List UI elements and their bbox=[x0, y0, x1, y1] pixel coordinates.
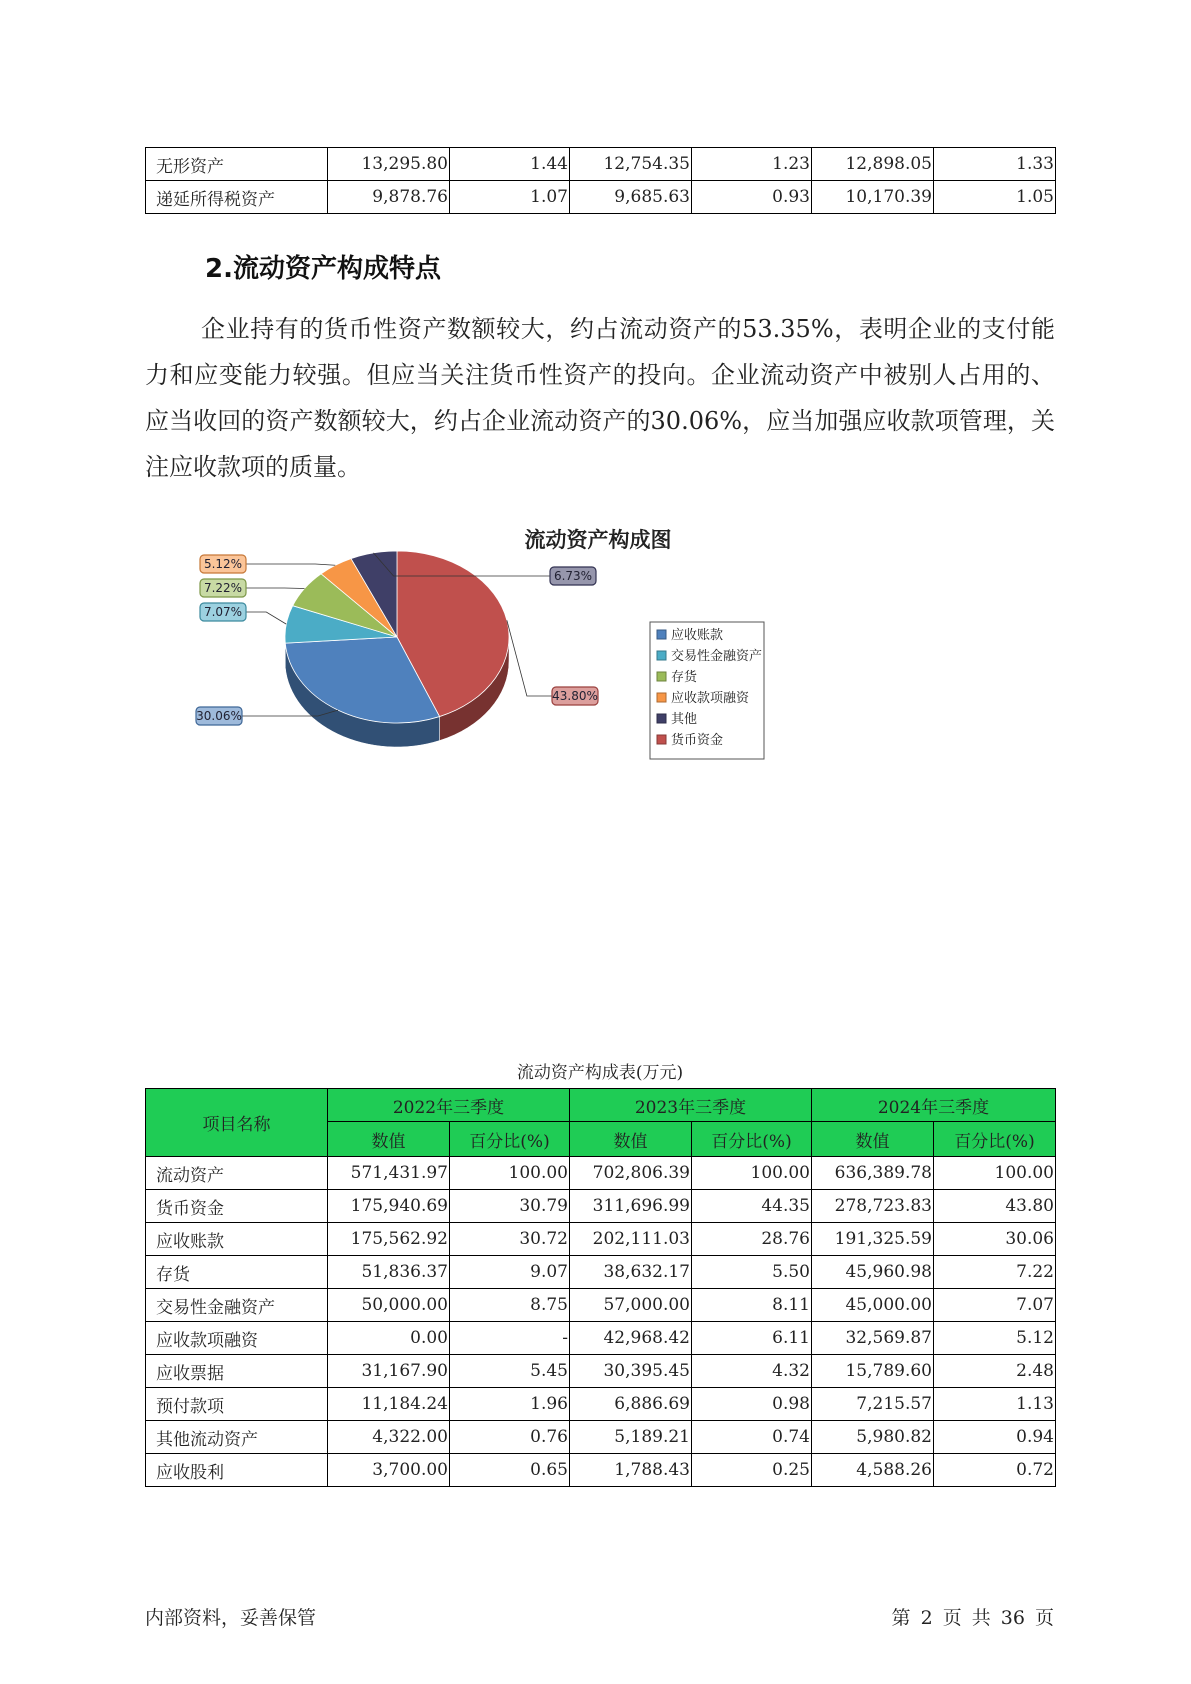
table-cell: 10,170.39 bbox=[812, 181, 934, 214]
row-label: 预付款项 bbox=[146, 1388, 328, 1421]
row-label: 应收股利 bbox=[146, 1454, 328, 1487]
table-cell: 2.48 bbox=[934, 1355, 1056, 1388]
table-cell: 6.11 bbox=[692, 1322, 812, 1355]
table-row bbox=[146, 1454, 1056, 1487]
table-cell: 0.72 bbox=[934, 1454, 1056, 1487]
table-cell: 175,940.69 bbox=[328, 1190, 450, 1223]
header-value: 数值 bbox=[328, 1122, 450, 1157]
table-cell: 45,000.00 bbox=[812, 1289, 934, 1322]
table-cell: 191,325.59 bbox=[812, 1223, 934, 1256]
row-label: 应收票据 bbox=[146, 1355, 328, 1388]
table-cell: 15,789.60 bbox=[812, 1355, 934, 1388]
table-cell: 0.74 bbox=[692, 1421, 812, 1454]
table-cell: 311,696.99 bbox=[570, 1190, 692, 1223]
table-cell: 30.72 bbox=[450, 1223, 570, 1256]
header-year-2023: 2023年三季度 bbox=[570, 1089, 812, 1122]
table-cell: 5,189.21 bbox=[570, 1421, 692, 1454]
table-cell: - bbox=[450, 1322, 570, 1355]
table-row bbox=[146, 1388, 1056, 1421]
legend-entry: 货币资金 bbox=[671, 733, 724, 748]
table-cell: 31,167.90 bbox=[328, 1355, 450, 1388]
legend-swatch bbox=[657, 651, 666, 660]
table-cell: 1.23 bbox=[692, 148, 812, 181]
table-cell: 11,184.24 bbox=[328, 1388, 450, 1421]
table-row bbox=[146, 148, 1056, 181]
chart-legend bbox=[650, 622, 764, 759]
table-cell: 175,562.92 bbox=[328, 1223, 450, 1256]
legend-swatch bbox=[657, 630, 666, 639]
table-cell: 100.00 bbox=[934, 1157, 1056, 1190]
row-label: 应收账款 bbox=[146, 1223, 328, 1256]
row-label: 无形资产 bbox=[146, 148, 328, 181]
table-cell: 571,431.97 bbox=[328, 1157, 450, 1190]
header-year-2024: 2024年三季度 bbox=[812, 1089, 1056, 1122]
table-cell: 38,632.17 bbox=[570, 1256, 692, 1289]
label-leader-line bbox=[507, 620, 552, 696]
table-cell: 1,788.43 bbox=[570, 1454, 692, 1487]
legend-swatch bbox=[657, 693, 666, 702]
legend-swatch bbox=[657, 672, 666, 681]
table-cell: 1.96 bbox=[450, 1388, 570, 1421]
table-cell: 0.76 bbox=[450, 1421, 570, 1454]
row-label: 流动资产 bbox=[146, 1157, 328, 1190]
table-row bbox=[146, 1421, 1056, 1454]
table-cell: 30.06 bbox=[934, 1223, 1056, 1256]
table-cell: 4,588.26 bbox=[812, 1454, 934, 1487]
header-pct: 百分比(%) bbox=[450, 1122, 570, 1157]
label-leader-line bbox=[246, 612, 286, 624]
footer-confidential: 内部资料，妥善保管 bbox=[145, 1607, 317, 1629]
legend-entry: 交易性金融资产 bbox=[671, 649, 763, 664]
row-label: 递延所得税资产 bbox=[146, 181, 328, 214]
legend-entry: 应收账款 bbox=[671, 628, 724, 643]
table-row bbox=[146, 1322, 1056, 1355]
table-cell: 32,569.87 bbox=[812, 1322, 934, 1355]
table-cell: 8.11 bbox=[692, 1289, 812, 1322]
table-row bbox=[146, 1355, 1056, 1388]
row-label: 交易性金融资产 bbox=[146, 1289, 328, 1322]
pie-label: 30.06% bbox=[196, 709, 242, 723]
table-cell: 30,395.45 bbox=[570, 1355, 692, 1388]
table-cell: 1.44 bbox=[450, 148, 570, 181]
table-cell: 100.00 bbox=[692, 1157, 812, 1190]
table-cell: 5.50 bbox=[692, 1256, 812, 1289]
pie-label: 7.22% bbox=[203, 581, 243, 595]
header-pct: 百分比(%) bbox=[692, 1122, 812, 1157]
table-cell: 0.65 bbox=[450, 1454, 570, 1487]
pie-label: 7.07% bbox=[203, 605, 243, 619]
table-cell: 28.76 bbox=[692, 1223, 812, 1256]
pie-label: 5.12% bbox=[203, 557, 243, 571]
legend-entry: 应收款项融资 bbox=[671, 691, 750, 706]
table-cell: 9,685.63 bbox=[570, 181, 692, 214]
table-cell: 5.12 bbox=[934, 1322, 1056, 1355]
table-row bbox=[146, 1157, 1056, 1190]
section-paragraph bbox=[145, 306, 1055, 490]
table-cell: 12,898.05 bbox=[812, 148, 934, 181]
table-cell: 278,723.83 bbox=[812, 1190, 934, 1223]
table-cell: 30.79 bbox=[450, 1190, 570, 1223]
footer-page-number: 第 2 页 共 36 页 bbox=[891, 1607, 1054, 1629]
chart-title: 流动资产构成图 bbox=[524, 528, 672, 552]
table-cell: 42,968.42 bbox=[570, 1322, 692, 1355]
pie-label: 43.80% bbox=[552, 689, 598, 703]
row-label: 其他流动资产 bbox=[146, 1421, 328, 1454]
legend-swatch bbox=[657, 714, 666, 723]
row-label: 存货 bbox=[146, 1256, 328, 1289]
header-pct: 百分比(%) bbox=[934, 1122, 1056, 1157]
table-cell: 43.80 bbox=[934, 1190, 1056, 1223]
table-cell: 45,960.98 bbox=[812, 1256, 934, 1289]
header-year-2022: 2022年三季度 bbox=[328, 1089, 570, 1122]
table-cell: 12,754.35 bbox=[570, 148, 692, 181]
table-row bbox=[146, 181, 1056, 214]
asset-table-continued bbox=[145, 147, 1056, 214]
legend-swatch bbox=[657, 735, 666, 744]
table-cell: 702,806.39 bbox=[570, 1157, 692, 1190]
table-cell: 0.98 bbox=[692, 1388, 812, 1421]
table-cell: 0.94 bbox=[934, 1421, 1056, 1454]
table-cell: 4,322.00 bbox=[328, 1421, 450, 1454]
table-cell: 5,980.82 bbox=[812, 1421, 934, 1454]
header-item-name: 项目名称 bbox=[146, 1089, 328, 1157]
table-cell: 50,000.00 bbox=[328, 1289, 450, 1322]
table-cell: 6,886.69 bbox=[570, 1388, 692, 1421]
table-cell: 57,000.00 bbox=[570, 1289, 692, 1322]
header-value: 数值 bbox=[812, 1122, 934, 1157]
header-value: 数值 bbox=[570, 1122, 692, 1157]
row-label: 应收款项融资 bbox=[146, 1322, 328, 1355]
table-cell: 1.13 bbox=[934, 1388, 1056, 1421]
current-assets-table bbox=[145, 1088, 1056, 1487]
table-cell: 0.00 bbox=[328, 1322, 450, 1355]
table-cell: 13,295.80 bbox=[328, 148, 450, 181]
row-label: 货币资金 bbox=[146, 1190, 328, 1223]
table-cell: 100.00 bbox=[450, 1157, 570, 1190]
table-cell: 636,389.78 bbox=[812, 1157, 934, 1190]
table-cell: 3,700.00 bbox=[328, 1454, 450, 1487]
table-caption: 流动资产构成表(万元) bbox=[516, 1063, 684, 1083]
table-row bbox=[146, 1190, 1056, 1223]
table-cell: 9,878.76 bbox=[328, 181, 450, 214]
legend-entry: 存货 bbox=[671, 670, 698, 685]
table-cell: 1.05 bbox=[934, 181, 1056, 214]
table-cell: 51,836.37 bbox=[328, 1256, 450, 1289]
section-heading: 2.流动资产构成特点 bbox=[205, 254, 441, 284]
table-cell: 8.75 bbox=[450, 1289, 570, 1322]
pie-label: 6.73% bbox=[553, 569, 593, 583]
table-cell: 44.35 bbox=[692, 1190, 812, 1223]
table-cell: 5.45 bbox=[450, 1355, 570, 1388]
table-cell: 7.07 bbox=[934, 1289, 1056, 1322]
table-row bbox=[146, 1223, 1056, 1256]
legend-entry: 其他 bbox=[671, 712, 698, 727]
label-leader-line bbox=[246, 564, 335, 565]
table-cell: 202,111.03 bbox=[570, 1223, 692, 1256]
table-cell: 1.33 bbox=[934, 148, 1056, 181]
table-row bbox=[146, 1289, 1056, 1322]
table-cell: 7.22 bbox=[934, 1256, 1056, 1289]
table-cell: 7,215.57 bbox=[812, 1388, 934, 1421]
table-cell: 9.07 bbox=[450, 1256, 570, 1289]
paragraph-text: 企业持有的货币性资产数额较大，约占流动资产的53.35%，表明企业的支付能力和应变能力较强。但应当关注货币性资产的投向。企业流动资产中被别人占用的、应当收回的资产数额较大，约占企业流动资产的30.06%，应当加强应收款项管理，关注应收款项的质量。 bbox=[145, 315, 1055, 481]
table-cell: 4.32 bbox=[692, 1355, 812, 1388]
table-cell: 0.25 bbox=[692, 1454, 812, 1487]
table-row bbox=[146, 1256, 1056, 1289]
table-cell: 0.93 bbox=[692, 181, 812, 214]
table-cell: 1.07 bbox=[450, 181, 570, 214]
current-assets-pie-chart bbox=[190, 525, 850, 835]
